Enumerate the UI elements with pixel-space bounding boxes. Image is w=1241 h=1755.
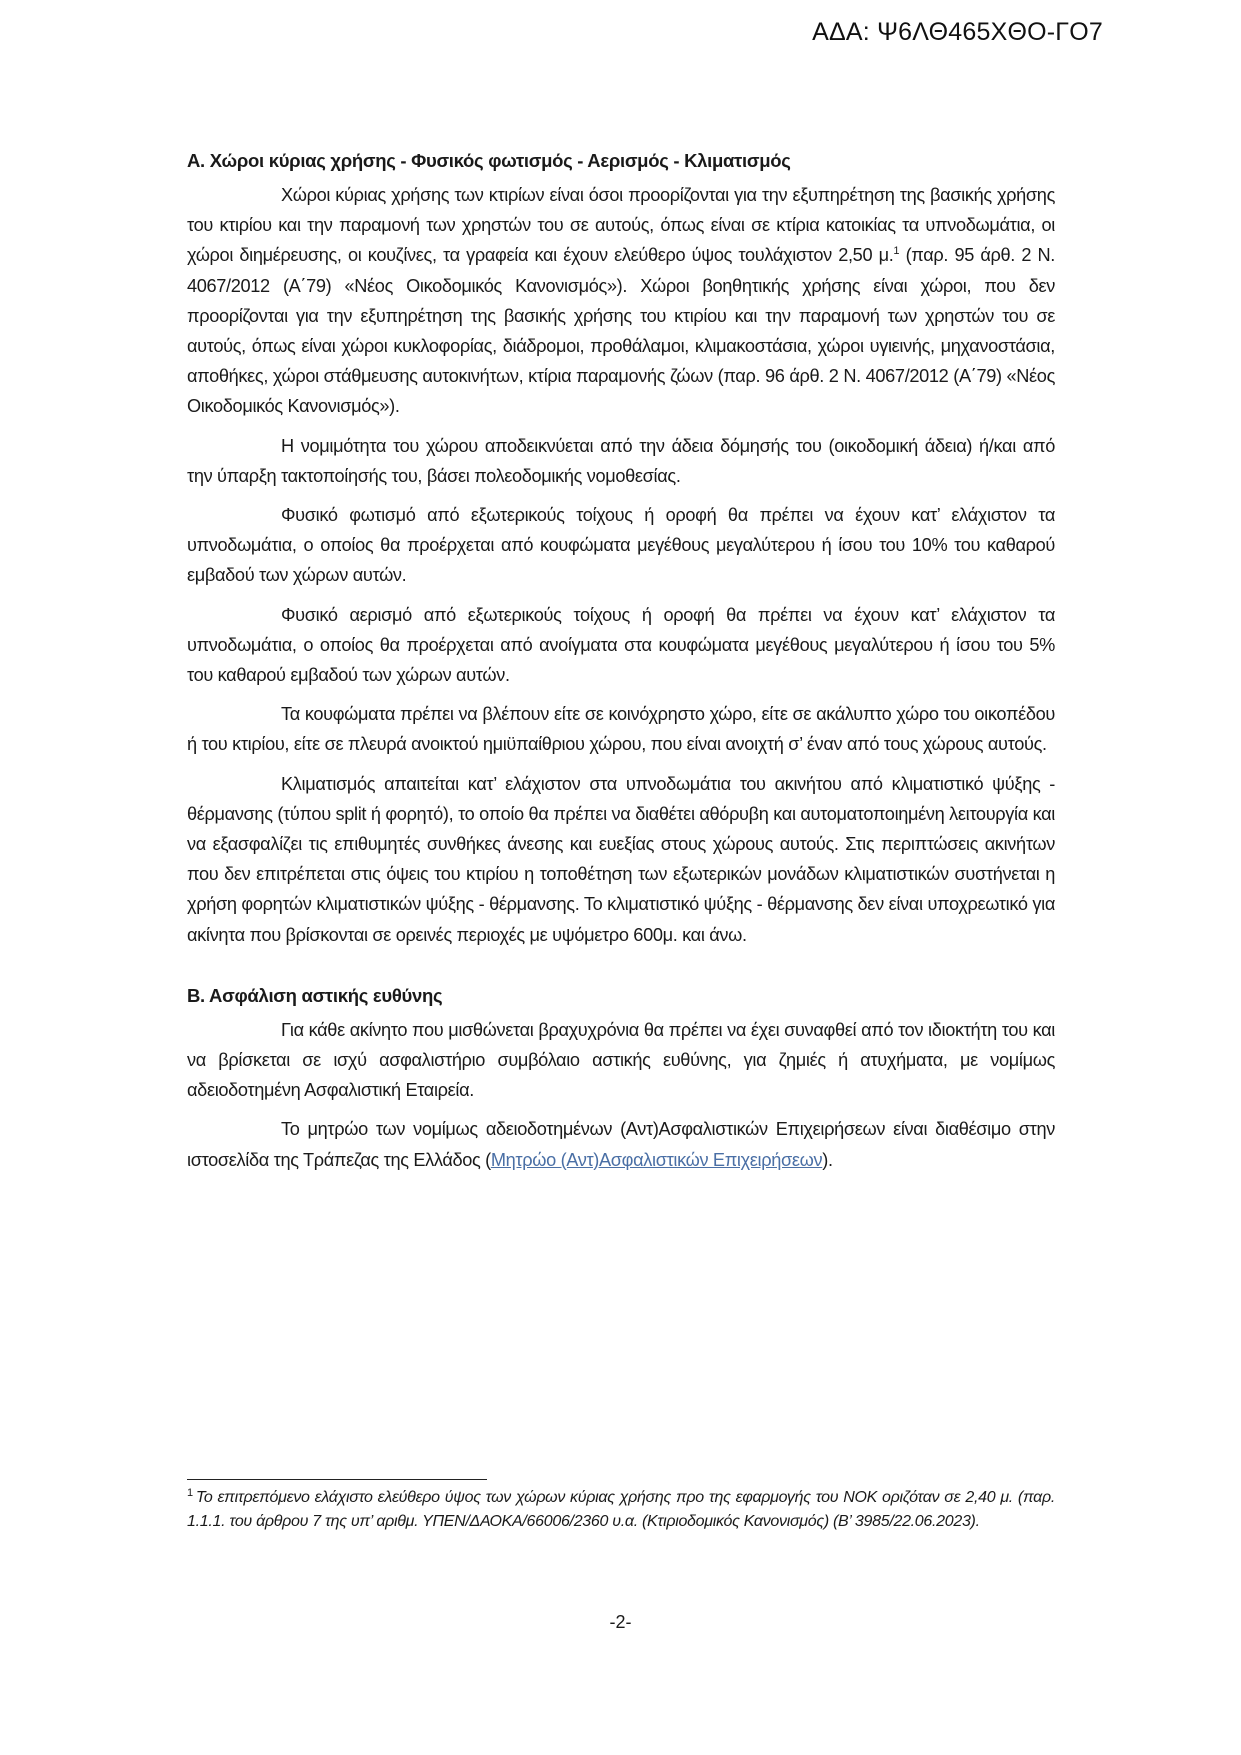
paragraph-text: Το μητρώο των νομίμως αδειοδοτημένων (Αντ)Ασφαλιστικών Επιχειρήσεων είναι διαθέσιμο στην ιστοσελίδα της Τράπεζας της Ελλάδος ( — [187, 1119, 1055, 1170]
section-a-title: Α. Χώροι κύριας χρήσης - Φυσικός φωτισμός - Αερισμός - Κλιματισμός — [187, 150, 791, 171]
paragraph-text: ). — [822, 1149, 833, 1170]
section-a-paragraph-6: Κλιματισμός απαιτείται κατ’ ελάχιστον στα υπνοδωμάτια του ακινήτου από κλιματιστικό ψύξης - θέρμανσης (τύπου split ή φορητό), το οποίο θα πρέπει να διαθέτει αθόρυβη και αυτοματοποιημένη λειτουργία και να εξασφαλίζει τις επιθυμητές συνθήκες άνεσης και ευεξίας στους χώρους αυτούς. Στις περιπτώσεις ακινήτων που δεν επιτρέπεται στις όψεις του κτιρίου η τοποθέτηση των εξωτερικών μονάδων κλιματιστικών συστήνεται η χρήση φορητών κλιματιστικών ψύξης - θέρμανσης. Το κλιματιστικό ψύξης - θέρμανσης δεν είναι υποχρεωτικό για ακίνητα που βρίσκονται σε ορεινές περιοχές με υψόμετρο 600μ. και άνω. — [187, 773, 1055, 945]
section-a-paragraph-5: Τα κουφώματα πρέπει να βλέπουν είτε σε κοινόχρηστο χώρο, είτε σε ακάλυπτο χώρο του οικοπέδου ή του κτιρίου, είτε σε πλευρά ανοικτού ημιϋπαίθριου χώρου, που είναι ανοιχτή σ’ έναν από τους χώρους αυτούς. — [187, 704, 1055, 755]
insurance-registry-link[interactable]: Μητρώο (Αντ)Ασφαλιστικών Επιχειρήσεων — [490, 1149, 823, 1170]
section-a-paragraph-2: Η νομιμότητα του χώρου αποδεικνύεται από την άδεια δόμησής του (οικοδομική άδεια) ή/και από την ύπαρξη τακτοποίησής του, βάσει πολεοδομικής νομοθεσίας. — [187, 435, 1055, 486]
section-spacer — [187, 959, 1055, 981]
section-b-paragraph-2 — [187, 1114, 1055, 1174]
section-a-paragraph-3: Φυσικό φωτισμό από εξωτερικούς τοίχους ή οροφή θα πρέπει να έχουν κατ’ ελάχιστον τα υπνοδωμάτια, ο οποίος θα προέρχεται από κουφώματα μεγέθους μεγαλύτερου ή ίσου του 10% του καθαρού εμβαδού των χώρων αυτών. — [187, 505, 1055, 586]
ada-identifier: ΑΔΑ: Ψ6ΛΘ465ΧΘΟ-ΓΟ7 — [812, 18, 1103, 46]
footnote-text: Το επιτρεπόμενο ελάχιστο ελεύθερο ύψος των χώρων κύριας χρήσης προ της εφαρμογής του ΝΟΚ οριζόταν σε 2,40 μ. (παρ. 1.1.1. του άρθρου 7 της υπ’ αριθμ. ΥΠΕΝ/ΔΑΟΚΑ/66006/2360 υ.α. (Κτιριοδομικός Κανονισμός) (Β’ 3985/22.06.2023). — [187, 1489, 1055, 1530]
paragraph-text: (παρ. 95 άρθ. 2 Ν. 4067/2012 (Α΄79) «Νέος Οικοδομικός Κανονισμός»). Χώροι βοηθητικής χρήσης είναι χώροι, που δεν προορίζονται για την εξυπηρέτηση της βασικής χρήσης του κτιρίου και την παραμονή των χρηστών του σε αυτούς, όπως είναι χώροι κυκλοφορίας, διάδρομοι, προθάλαμοι, κλιμακοστάσια, χώροι υγιεινής, μηχανοστάσια, αποθήκες, χώροι στάθμευσης αυτοκινήτων, κτίρια παραμονής ζώων (παρ. 96 άρθ. 2 Ν. 4067/2012 (Α΄79) «Νέος Οικοδομικός Κανονισμός»). — [187, 245, 1055, 417]
section-b-title: Β. Ασφάλιση αστικής ευθύνης — [187, 984, 443, 1006]
footnote-separator — [187, 1479, 487, 1480]
footnote — [187, 1486, 1055, 1533]
page-number: -2- — [609, 1612, 632, 1632]
footnote-number: 1 — [187, 1486, 193, 1499]
document-body — [187, 146, 1055, 1184]
footnote-reference[interactable]: 1 — [893, 245, 900, 258]
section-a-paragraph-1 — [187, 180, 1055, 422]
section-a-paragraph-4: Φυσικό αερισμό από εξωτερικούς τοίχους ή οροφή θα πρέπει να έχουν κατ’ ελάχιστον τα υπνοδωμάτια, ο οποίος θα προέρχεται από ανοίγματα στα κουφώματα μεγέθους μεγαλύτερου ή ίσου του 5% του καθαρού εμβαδού των χώρων αυτών. — [187, 604, 1055, 686]
section-b-paragraph-1: Για κάθε ακίνητο που μισθώνεται βραχυχρόνια θα πρέπει να έχει συναφθεί από τον ιδιοκτήτη του και να βρίσκεται σε ισχύ ασφαλιστήριο συμβόλαιο αστικής ευθύνης, για ζημιές ή ατυχήματα, με νομίμως αδειοδοτημένη Ασφαλιστική Εταιρεία. — [187, 1019, 1055, 1101]
paragraph-text: Χώροι κύριας χρήσης των κτιρίων είναι όσοι προορίζονται για την εξυπηρέτηση της βασικής χρήσης του κτιρίου και την παραμονή των χρηστών του σε αυτούς, όπως είναι σε κτίρια κατοικίας τα υπνοδωμάτια, οι χώροι διημέρευσης, οι κουζίνες, τα γραφεία και έχουν ελεύθερο ύψος τουλάχιστον 2,50 μ. — [187, 185, 1055, 266]
